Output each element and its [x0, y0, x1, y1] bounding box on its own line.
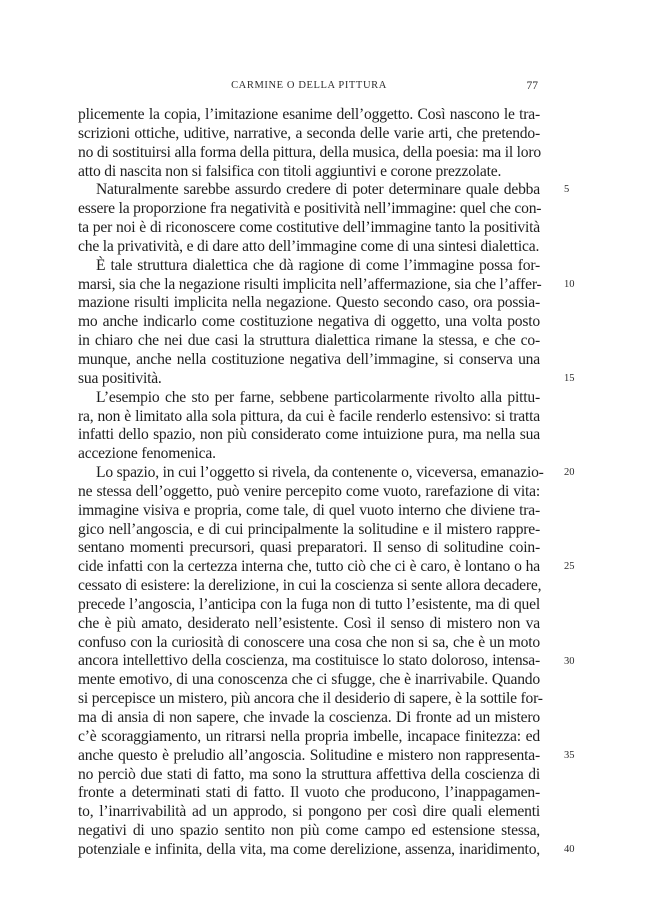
text-line: atto di nascita non si falsifica con titoli aggiuntivi e corone prezzolate. [78, 162, 502, 180]
text-line: sua positività. [78, 369, 162, 387]
text-line: Lo spazio, in cui l’oggetto si rivela, da contenente o, viceversa, emanazio- [96, 464, 544, 482]
text-line: infatti dello spazio, non più considerato come intuizione pura, ma nella sua [78, 426, 540, 444]
running-head [78, 80, 540, 96]
line-number: 30 [564, 655, 575, 667]
text-line: mo anche indicarlo come costituzione negativa di oggetto, una volta posto [78, 313, 540, 331]
line-number: 20 [564, 467, 575, 479]
text-line: essere la proporzione fra negatività e positività nell’immagine: quel che con- [78, 200, 542, 218]
text-line: negativi di uno spazio sentito non più come campo ed estensione stessa, [78, 822, 540, 840]
text-line: cide infatti con la certezza interna che, tutto ciò che ci è caro, è lontano o ha [78, 558, 540, 576]
text-line: to, l’inarrivabilità ad un approdo, si pongono per così dire quali elementi [78, 803, 540, 821]
text-line: c’è scoraggiamento, un ritrarsi nella propria imbelle, incapace finitezza: ed [78, 727, 540, 745]
line-number: 40 [564, 844, 575, 856]
line-number: 15 [564, 372, 575, 384]
body-text [78, 106, 544, 860]
text-line: immagine visiva e propria, come tale, di quel vuoto interno che diviene tra- [78, 501, 540, 519]
text-line: marsi, sia che la negazione risulti implicita nell’affermazione, sia che l’affer- [78, 275, 542, 293]
text-line: ne stessa dell’oggetto, può venire percepito come vuoto, rarefazione di vita: [78, 482, 540, 500]
text-line: scrizioni ottiche, uditive, narrative, a seconda delle varie arti, che pretendo- [78, 124, 540, 142]
running-title: CARMINE O DELLA PITTURA [231, 80, 387, 91]
text-line: ma di ansia di non sapere, che invade la coscienza. Di fronte ad un mistero [78, 709, 540, 726]
text-line: anche questo è preludio all’angoscia. Solitudine e mistero non rappresenta- [78, 746, 540, 764]
text-line: mente emotivo, di una conoscenza che ci sfugge, che è inarrivabile. Quando [78, 671, 540, 689]
text-line: sentano momenti precursori, quasi preparatori. Il senso di solitudine coin- [78, 539, 540, 557]
text-line: munque, anche nella costituzione negativa dell’immagine, si conserva una [78, 350, 540, 368]
text-line: L’esempio che sto per farne, sebbene particolarmente rivolto alla pittu- [96, 388, 540, 406]
text-line: no di sostituirsi alla forma della pittura, della musica, della poesia: ma il loro [78, 143, 541, 161]
text-line: precede l’angoscia, l’anticipa con la fuga non di tutto l’esistente, ma di quel [78, 595, 540, 613]
text-line: cessato di esistere: la derelizione, in cui la coscienza si sente allora decadere, [78, 577, 542, 595]
text-line: potenziale e infinita, della vita, ma come derelizione, assenza, inaridimento, [78, 840, 540, 858]
text-line: plicemente la copia, l’imitazione esanime dell’oggetto. Così nascono le tra- [78, 106, 540, 123]
text-line: in chiaro che nei due casi la struttura dialettica rimane la stessa, e che co- [78, 332, 540, 350]
page-number: 77 [526, 80, 538, 92]
line-number: 35 [564, 749, 575, 761]
text-line: È tale struttura dialettica che dà ragione di come l’immagine possa for- [96, 256, 540, 274]
line-number: 10 [564, 278, 575, 290]
text-line: accezione fenomenica. [78, 445, 216, 463]
text-line: che è più amato, desiderato nell’esistente. Così il senso di mistero non va [78, 614, 540, 632]
text-line: che la privatività, e di dare atto dell’immagine come di una sintesi dialettica. [78, 237, 540, 255]
text-line: ta per noi è di riconoscere come costitutive dell’immagine tanto la positività [78, 219, 540, 237]
text-line: ra, non è limitato alla sola pittura, da cui è facile renderlo estensivo: si tratta [78, 407, 540, 425]
text-line: ancora intellettivo della coscienza, ma costituisce lo stato doloroso, intensa- [78, 652, 540, 670]
text-line: mazione risulti implicita nella negazione. Questo secondo caso, ora possia- [78, 294, 540, 312]
text-line: gico nell’angoscia, e di cui principalmente la solitudine e il mistero rappre- [78, 520, 540, 538]
text-line: fronte a determinati stati di fatto. Il vuoto che producono, l’inappagamen- [78, 784, 540, 802]
line-number: 25 [564, 561, 575, 573]
text-line: confuso con la curiosità di conoscere una cosa che non si sa, che è un moto [78, 633, 540, 651]
text-line: si percepisce un mistero, più ancora che il desiderio di sapere, è la sottile for- [78, 690, 543, 708]
text-line: Naturalmente sarebbe assurdo credere di poter determinare quale debba [96, 181, 540, 199]
line-number: 5 [564, 184, 570, 196]
text-line: no perciò due stati di fatto, ma sono la struttura affettiva della coscienza di [78, 765, 540, 783]
